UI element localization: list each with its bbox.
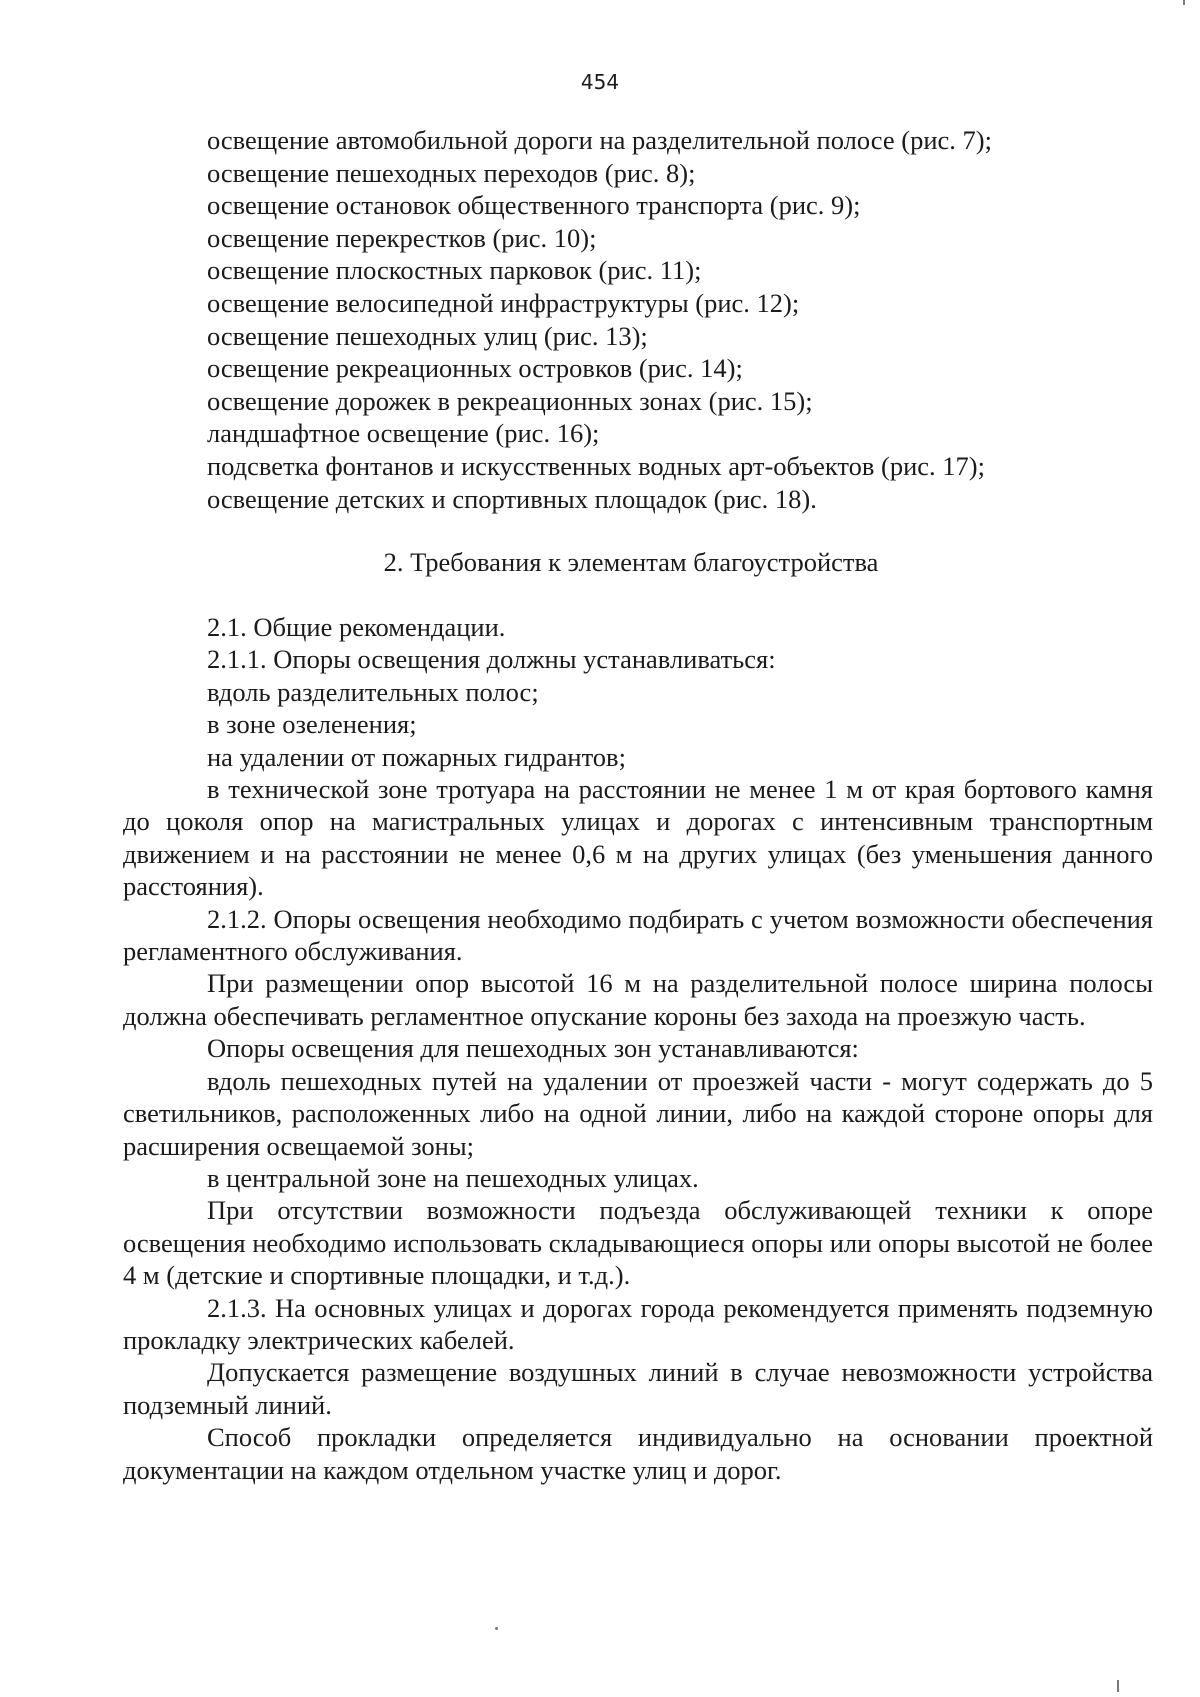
body-paragraph: Способ прокладки определяется индивидуально на основании проектной документации на каждом отдельном участке улиц и дорог. — [123, 1422, 1153, 1485]
list-item: освещение дорожек в рекреационных зонах (рис. 15); — [207, 385, 813, 416]
list-item: освещение пешеходных улиц (рис. 13); — [207, 320, 648, 351]
clause-item: на удалении от пожарных гидрантов; — [207, 741, 626, 772]
section-body — [123, 611, 1153, 1486]
body-paragraph: Опоры освещения для пешеходных зон устанавливаются: — [207, 1033, 859, 1064]
scan-speck — [495, 1627, 498, 1630]
list-item: освещение автомобильной дороги на разделительной полосе (рис. 7); — [207, 125, 992, 155]
list-item: освещение рекреационных островков (рис. 14); — [207, 353, 743, 384]
body-paragraph: При размещении опор высотой 16 м на разделительной полосе ширина полосы должна обеспечивать регламентное опускание короны без захода на проезжую часть. — [123, 968, 1153, 1031]
list-item: освещение остановок общественного транспорта (рис. 9); — [207, 190, 861, 221]
clause-paragraph: 2.1.1. Опоры освещения должны устанавливаться: — [207, 644, 776, 675]
clause-item: в центральной зоне на пешеходных улицах. — [207, 1162, 699, 1193]
list-item: освещение велосипедной инфраструктуры (рис. 12); — [207, 287, 800, 318]
clause-item: в зоне озеленения; — [207, 709, 417, 740]
clause-item: в технической зоне тротуара на расстоянии не менее 1 м от края бортового камня до цоколя опор на магистральных улицах и дорогах с интенсивным транспортным движением и на расстоянии не менее 0,6 м на других улицах (без уменьшения данного расстояния). — [123, 774, 1153, 902]
list-item: освещение плоскостных парковок (рис. 11); — [207, 255, 702, 286]
body-paragraph: При отсутствии возможности подъезда обслуживающей техники к опоре освещения необходимо использовать складывающиеся опоры или опоры высотой не более 4 м (детские и спортивные площадки, и т.д.). — [123, 1195, 1153, 1291]
clause-paragraph: 2.1.2. Опоры освещения необходимо подбирать с учетом возможности обеспечения регламентного обслуживания. — [123, 903, 1153, 967]
clause-item: вдоль пешеходных путей на удалении от проезжей части - могут содержать до 5 светильников, расположенных либо на одной линии, либо на каждой стороне опоры для расширения освещаемой зоны; — [123, 1065, 1153, 1161]
list-item: подсветка фонтанов и искусственных водных арт-объектов (рис. 17); — [207, 450, 985, 481]
subsection-title: 2.1. Общие рекомендации. — [207, 612, 506, 642]
list-item: ландшафтное освещение (рис. 16); — [207, 418, 600, 449]
body-paragraph: Допускается размещение воздушных линий в случае невозможности устройства подземный линий. — [123, 1357, 1153, 1420]
lighting-types-list — [207, 124, 1127, 515]
page-number: 454 — [580, 70, 620, 94]
clause-item: вдоль разделительных полос; — [207, 676, 539, 707]
clause-paragraph: 2.1.3. На основных улицах и дорогах города рекомендуется применять подземную прокладку электрических кабелей. — [123, 1292, 1153, 1355]
list-item: освещение детских и спортивных площадок (рис. 18). — [207, 483, 817, 514]
section-heading: 2. Требования к элементам благоустройства — [383, 547, 879, 577]
scan-mark-top — [1183, 0, 1185, 5]
scan-mark-bottom — [1117, 1680, 1119, 1692]
list-item: освещение пешеходных переходов (рис. 8); — [207, 157, 696, 188]
list-item: освещение перекрестков (рис. 10); — [207, 222, 597, 253]
